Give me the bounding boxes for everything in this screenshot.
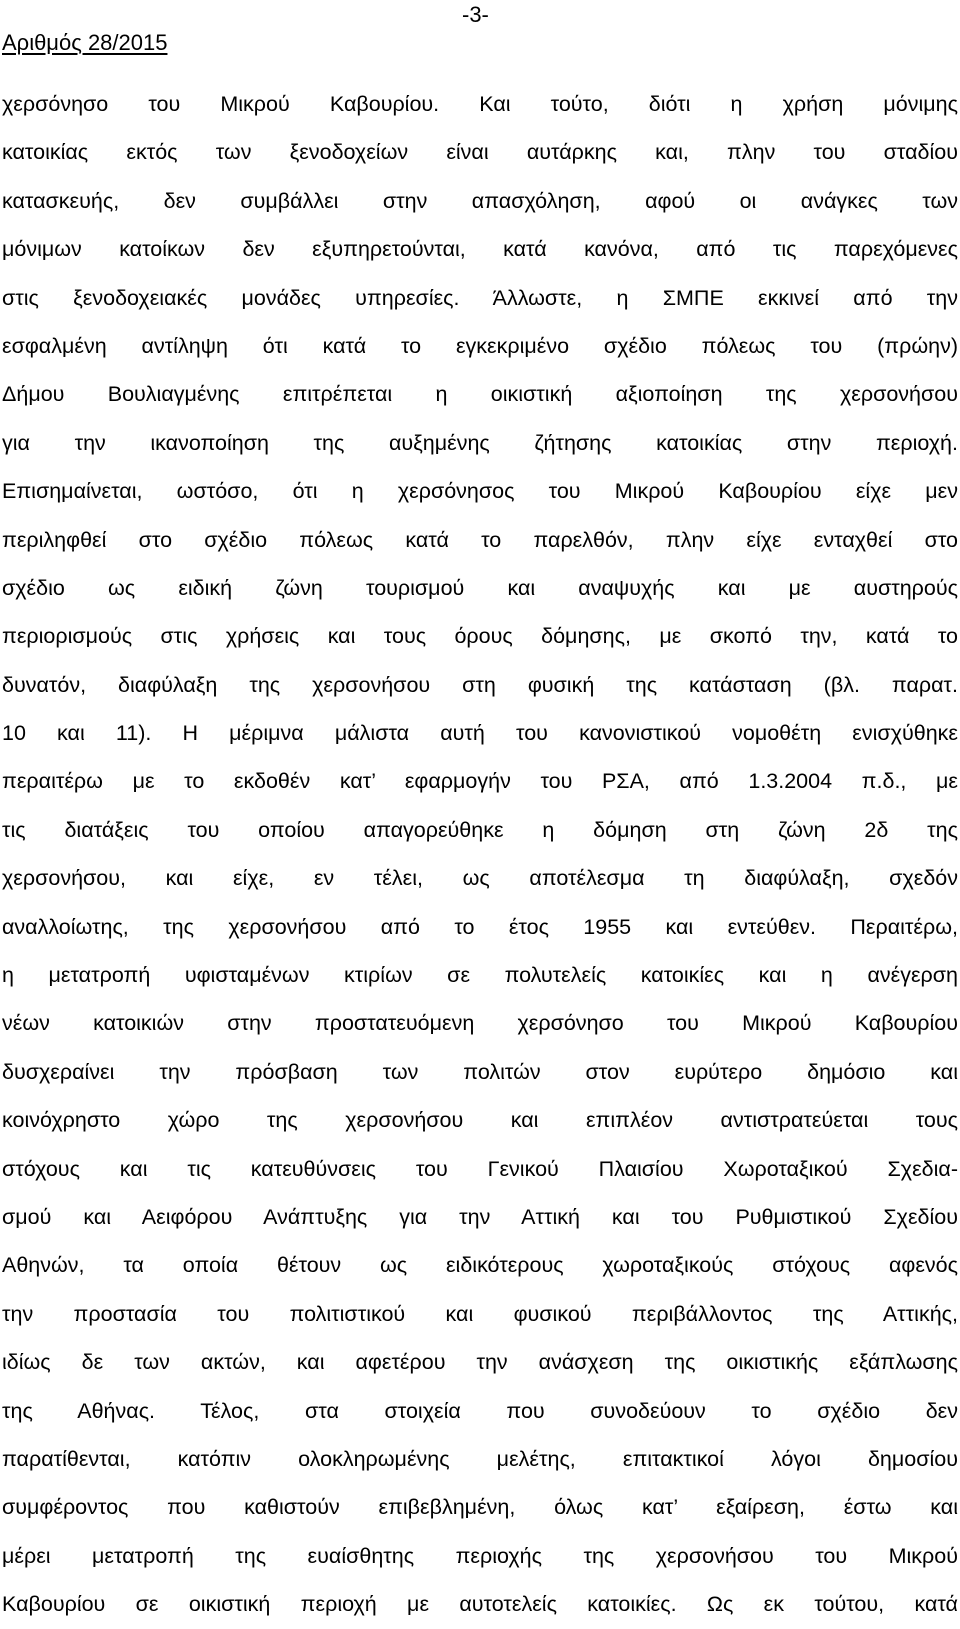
- text-line: αναλλοίωτης, της χερσονήσου από το έτος 1955 και εντεύθεν. Περαιτέρω,: [2, 914, 958, 939]
- text-line: Δήμου Βουλιαγμένης επιτρέπεται η οικιστική αξιοποίηση της χερσονήσου: [2, 382, 958, 407]
- text-line: της Αθήνας. Τέλος, στα στοιχεία που συνοδεύουν το σχέδιο δεν: [2, 1398, 958, 1423]
- text-line: μέρει μετατροπή της ευαίσθητης περιοχής της χερσονήσου του Μικρού: [2, 1543, 958, 1568]
- text-line: Καβουρίου σε οικιστική περιοχή με αυτοτελείς κατοικίες. Ως εκ τούτου, κατά: [2, 1592, 958, 1617]
- text-line: συμφέροντος που καθιστούν επιβεβλημένη, όλως κατ’ εξαίρεση, έστω και: [2, 1495, 958, 1520]
- text-line: δυνατόν, διαφύλαξη της χερσονήσου στη φυσική της κατάσταση (βλ. παρατ.: [2, 672, 958, 697]
- text-line: περιορισμούς στις χρήσεις και τους όρους δόμησης, με σκοπό την, κατά το: [2, 624, 958, 649]
- text-line: εσφαλμένη αντίληψη ότι κατά το εγκεκριμένο σχέδιο πόλεως του (πρώην): [2, 333, 958, 358]
- text-line: κατασκευής, δεν συμβάλλει στην απασχόληση, αφού οι ανάγκες των: [2, 188, 958, 213]
- text-line: την προστασία του πολιτιστικού και φυσικού περιβάλλοντος της Αττικής,: [2, 1301, 958, 1326]
- text-line: περαιτέρω με το εκδοθέν κατ’ εφαρμογήν του ΡΣΑ, από 1.3.2004 π.δ., με: [2, 769, 958, 794]
- text-line: χερσόνησο του Μικρού Καβουρίου. Και τούτο, διότι η χρήση μόνιμης: [2, 92, 958, 116]
- text-line: 10 και 11). Η μέριμνα μάλιστα αυτή του κανονιστικού νομοθέτη ενισχύθηκε: [2, 721, 958, 746]
- text-line: δυσχεραίνει την πρόσβαση των πολιτών στον ευρύτερο δημόσιο και: [2, 1059, 958, 1084]
- text-line: κοινόχρηστο χώρο της χερσονήσου και επιπλέον αντιστρατεύεται τους: [2, 1108, 958, 1133]
- text-line: κατοικίας εκτός των ξενοδοχείων είναι αυτάρκης και, πλην του σταδίου: [2, 140, 958, 165]
- text-line: για την ικανοποίηση της αυξημένης ζήτησης κατοικίας στην περιοχή.: [2, 430, 958, 455]
- text-line: στις ξενοδοχειακές μονάδες υπηρεσίες. Άλλωστε, η ΣΜΠΕ εκκινεί από την: [2, 285, 958, 310]
- page-number: -3-: [462, 2, 489, 27]
- text-line: στόχους και τις κατευθύνσεις του Γενικού Πλαισίου Χωροταξικού Σχεδια-: [2, 1156, 958, 1181]
- text-line: η μετατροπή υφισταμένων κτιρίων σε πολυτελείς κατοικίες και η ανέγερση: [2, 963, 958, 988]
- text-line: Επισημαίνεται, ωστόσο, ότι η χερσόνησος του Μικρού Καβουρίου είχε μεν: [2, 479, 958, 504]
- text-line: Αθηνών, τα οποία θέτουν ως ειδικότερους χωροταξικούς στόχους αφενός: [2, 1253, 958, 1278]
- text-line: σχέδιο ως ειδική ζώνη τουρισμού και αναψυχής και με αυστηρούς: [2, 575, 958, 600]
- text-line: περιληφθεί στο σχέδιο πόλεως κατά το παρελθόν, πλην είχε ενταχθεί στο: [2, 527, 958, 552]
- body-paragraph: [2, 80, 958, 1629]
- text-line: χερσονήσου, και είχε, εν τέλει, ως αποτέλεσμα τη διαφύλαξη, σχεδόν: [2, 866, 958, 891]
- text-line: νέων κατοικιών στην προστατευόμενη χερσόνησο του Μικρού Καβουρίου: [2, 1011, 958, 1036]
- text-line: τις διατάξεις του οποίου απαγορεύθηκε η δόμηση στη ζώνη 2δ της: [2, 817, 958, 842]
- text-line: ιδίως δε των ακτών, και αφετέρου την ανάσχεση της οικιστικής εξάπλωσης: [2, 1350, 958, 1375]
- text-line: παρατίθενται, κατόπιν ολοκληρωμένης μελέτης, επιτακτικοί λόγοι δημοσίου: [2, 1446, 958, 1471]
- document-number-title: Αριθμός 28/2015: [2, 30, 168, 55]
- text-line: μόνιμων κατοίκων δεν εξυπηρετούνται, κατά κανόνα, από τις παρεχόμενες: [2, 237, 958, 262]
- text-line: σμού και Αειφόρου Ανάπτυξης για την Αττική και του Ρυθμιστικού Σχεδίου: [2, 1204, 958, 1229]
